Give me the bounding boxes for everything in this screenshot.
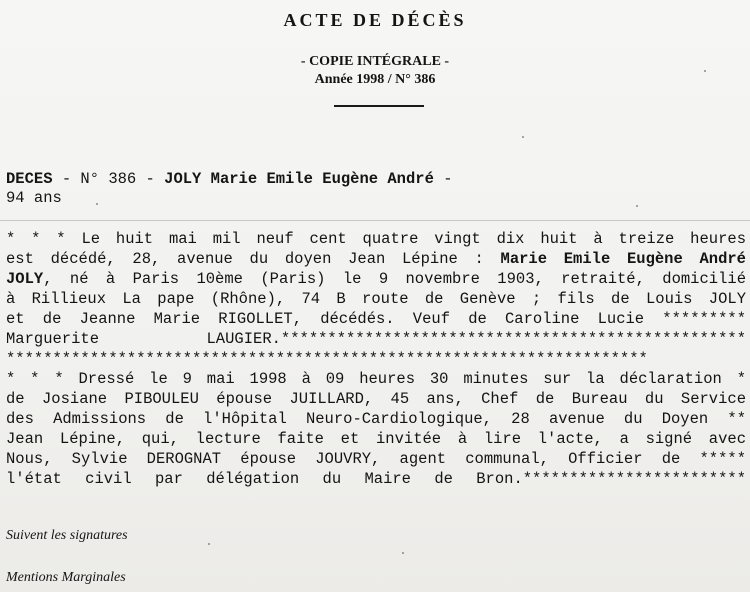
scan-speck — [636, 205, 638, 207]
deceased-full-name: Marie Emile Eugène André — [500, 250, 746, 268]
scan-speck — [96, 203, 98, 205]
declaration-paragraph-line: Nous, Sylvie DEROGNAT épouse JOUVRY, agent communal, Officier de ***** — [6, 450, 746, 468]
declaration-paragraph-line: des Admissions de l'Hôpital Neuro-Cardiologique, 28 avenue du Doyen ** — [6, 410, 746, 428]
scan-speck — [704, 70, 706, 72]
year-number: Année 1998 / N° 386 — [314, 72, 436, 87]
death-paragraph-line: à Rillieux La pape (Rhône), 74 B route de Genève ; fils de Louis JOLY — [6, 290, 746, 308]
text-segment: , né à Paris 10ème (Paris) le 9 novembre 1903, retraité, domicilié — [43, 270, 746, 288]
death-paragraph-line — [6, 270, 746, 288]
scan-speck — [522, 136, 524, 138]
asterisk-fill-line: ********************************************************************* — [6, 350, 648, 368]
document-title: ACTE DE DÉCÈS — [283, 10, 467, 30]
scan-speck — [402, 552, 404, 554]
declaration-paragraph-line: l'état civil par délégation du Maire de Bron.************************ — [6, 470, 746, 488]
title-underline — [334, 105, 424, 107]
record-heading — [6, 170, 453, 188]
heading-separator: - — [136, 170, 165, 188]
heading-separator: - — [433, 170, 453, 188]
death-paragraph-line: Marguerite LAUGIER.************************************************** — [6, 330, 746, 348]
deceased-name: JOLY Marie Emile Eugène André — [164, 170, 434, 188]
record-number: N° 386 — [80, 170, 137, 188]
deceased-surname: JOLY — [6, 270, 44, 288]
text-segment: est décédé, 28, avenue du doyen Jean Lépine : — [6, 250, 501, 268]
declaration-paragraph-line: de Josiane PIBOULEU épouse JUILLARD, 45 ans, Chef de Bureau du Service — [6, 390, 746, 408]
death-paragraph-line — [6, 250, 746, 268]
deceased-age: 94 ans — [6, 189, 62, 207]
death-paragraph-line: * * * Le huit mai mil neuf cent quatre vingt dix huit à treize heures — [6, 230, 746, 248]
section-divider — [0, 220, 750, 221]
marginal-mentions-heading: Mentions Marginales — [6, 570, 126, 585]
copy-label: - COPIE INTÉGRALE - — [300, 54, 450, 69]
heading-separator: - — [52, 170, 81, 188]
declaration-paragraph-line: * * * Dressé le 9 mai 1998 à 09 heures 30 minutes sur la déclaration * — [6, 370, 746, 388]
record-type: DECES — [6, 170, 53, 188]
signatures-note: Suivent les signatures — [6, 528, 128, 543]
declaration-paragraph-line: Jean Lépine, qui, lecture faite et invitée à lire l'acte, a signé avec — [6, 430, 746, 448]
scan-speck — [208, 543, 210, 545]
death-paragraph-line: et de Jeanne Marie RIGOLLET, décédés. Veuf de Caroline Lucie ********* — [6, 310, 746, 328]
